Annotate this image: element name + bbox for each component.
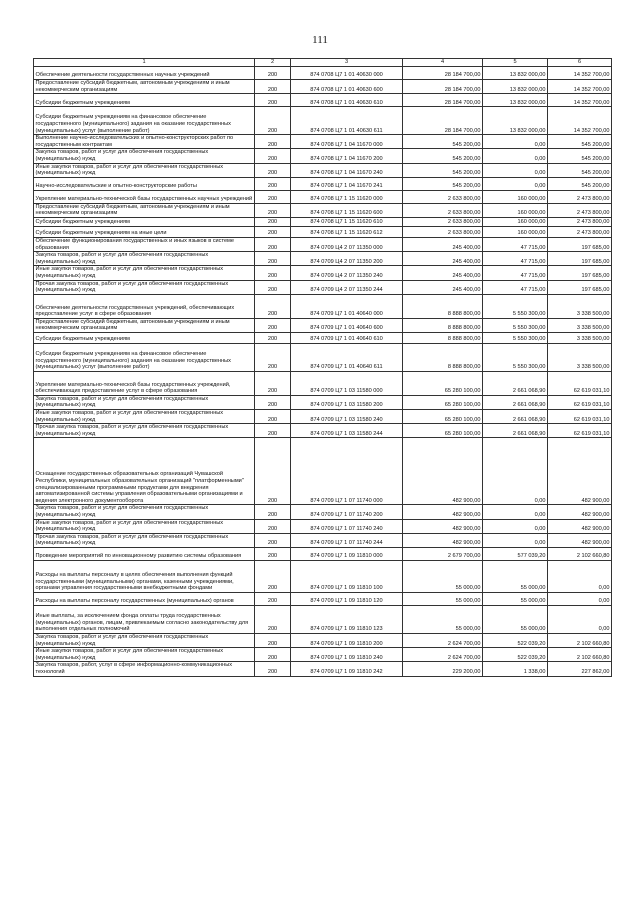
- row-value-1-cell: 2 633 800,00: [403, 190, 483, 203]
- row-value-2-cell: 2 661 068,90: [483, 424, 548, 438]
- row-code-cell: 200: [255, 343, 291, 371]
- row-kbk-cell: 874 0709 Ц7 1 07 11740 244: [291, 533, 403, 547]
- row-code-cell: 200: [255, 190, 291, 203]
- row-kbk-cell: 874 0708 Ц7 1 15 11620 612: [291, 226, 403, 237]
- row-value-2-cell: 5 550 300,00: [483, 294, 548, 318]
- row-value-2-cell: 47 715,00: [483, 237, 548, 251]
- row-value-3-cell: 482 900,00: [548, 505, 612, 519]
- row-value-3-cell: 3 338 500,00: [548, 294, 612, 318]
- row-value-1-cell: 2 624 700,00: [403, 634, 483, 648]
- row-code-cell: 200: [255, 606, 291, 634]
- row-value-1-cell: 55 000,00: [403, 593, 483, 606]
- table-row: [34, 135, 612, 149]
- row-kbk-cell: 874 0709 Ц7 1 09 11810 123: [291, 606, 403, 634]
- row-value-1-cell: 245 400,00: [403, 252, 483, 266]
- row-name-cell: Укрепление материально-технической базы государственных научных учреждений: [34, 190, 255, 203]
- row-code-cell: 200: [255, 67, 291, 80]
- row-value-3-cell: 0,00: [548, 561, 612, 593]
- row-name-cell: Иные выплаты, за исключением фонда оплаты труда государственных (муниципальных) органов, лицам, привлекаемым согласно законодательству для выполнения отдельных полномочий: [34, 606, 255, 634]
- table-row: [34, 519, 612, 533]
- row-code-cell: 200: [255, 438, 291, 505]
- row-value-1-cell: 245 400,00: [403, 266, 483, 280]
- header-row: [34, 59, 612, 67]
- row-name-cell: Иные закупки товаров, работ и услуг для обеспечения государственных (муниципальных) нужд: [34, 266, 255, 280]
- row-value-2-cell: 160 000,00: [483, 226, 548, 237]
- row-value-1-cell: 28 184 700,00: [403, 80, 483, 94]
- table-row: [34, 107, 612, 135]
- row-kbk-cell: 874 0709 Ц7 1 07 11740 000: [291, 438, 403, 505]
- row-value-2-cell: 522 039,20: [483, 648, 548, 662]
- row-name-cell: Закупка товаров, работ и услуг для обеспечения государственных (муниципальных) нужд: [34, 505, 255, 519]
- row-value-1-cell: 28 184 700,00: [403, 94, 483, 107]
- row-code-cell: 200: [255, 533, 291, 547]
- row-value-2-cell: 160 000,00: [483, 203, 548, 217]
- row-value-2-cell: 2 661 068,90: [483, 371, 548, 395]
- table-row: [34, 203, 612, 217]
- row-kbk-cell: 874 0708 Ц7 1 04 11670 241: [291, 177, 403, 190]
- row-value-3-cell: 62 619 031,10: [548, 371, 612, 395]
- row-code-cell: 200: [255, 94, 291, 107]
- header-cell: 3: [291, 59, 403, 67]
- row-name-cell: Прочая закупка товаров, работ и услуг для обеспечения государственных (муниципальных) нужд: [34, 280, 255, 294]
- row-value-2-cell: 2 661 068,90: [483, 395, 548, 409]
- row-kbk-cell: 874 0709 Ц4 2 07 11350 000: [291, 237, 403, 251]
- row-code-cell: 200: [255, 561, 291, 593]
- row-value-3-cell: 482 900,00: [548, 519, 612, 533]
- row-code-cell: 200: [255, 395, 291, 409]
- row-code-cell: 200: [255, 80, 291, 94]
- row-value-2-cell: 0,00: [483, 135, 548, 149]
- header-cell: 4: [403, 59, 483, 67]
- row-value-1-cell: 28 184 700,00: [403, 107, 483, 135]
- budget-table: [33, 58, 612, 677]
- header-cell: 1: [34, 59, 255, 67]
- table-row: [34, 237, 612, 251]
- row-code-cell: 200: [255, 163, 291, 177]
- table-row: [34, 226, 612, 237]
- row-value-1-cell: 245 400,00: [403, 280, 483, 294]
- row-value-3-cell: 197 685,00: [548, 280, 612, 294]
- row-value-2-cell: 0,00: [483, 149, 548, 163]
- row-value-1-cell: 8 888 800,00: [403, 318, 483, 332]
- row-name-cell: Закупка товаров, работ, услуг в сфере информационно-коммуникационных технологий: [34, 662, 255, 676]
- row-value-3-cell: 0,00: [548, 593, 612, 606]
- table-row: [34, 67, 612, 80]
- row-name-cell: Иные закупки товаров, работ и услуг для обеспечения государственных (муниципальных) нужд: [34, 410, 255, 424]
- table-row: [34, 424, 612, 438]
- table-row: [34, 190, 612, 203]
- table-row: [34, 266, 612, 280]
- header-cell: 2: [255, 59, 291, 67]
- row-name-cell: Иные закупки товаров, работ и услуг для обеспечения государственных (муниципальных) нужд: [34, 163, 255, 177]
- row-name-cell: Научно-исследовательские и опытно-конструкторские работы: [34, 177, 255, 190]
- row-value-3-cell: 14 352 700,00: [548, 94, 612, 107]
- row-value-1-cell: 482 900,00: [403, 533, 483, 547]
- row-value-1-cell: 545 200,00: [403, 163, 483, 177]
- row-code-cell: 200: [255, 226, 291, 237]
- table-row: [34, 94, 612, 107]
- row-code-cell: 200: [255, 294, 291, 318]
- row-name-cell: Обеспечение деятельности государственных научных учреждений: [34, 67, 255, 80]
- row-value-2-cell: 2 661 068,90: [483, 410, 548, 424]
- row-value-3-cell: 227 862,00: [548, 662, 612, 676]
- row-value-2-cell: 577 039,20: [483, 548, 548, 561]
- row-kbk-cell: 874 0709 Ц7 1 09 11810 100: [291, 561, 403, 593]
- row-value-2-cell: 5 550 300,00: [483, 343, 548, 371]
- row-kbk-cell: 874 0709 Ц7 1 03 11580 240: [291, 410, 403, 424]
- row-code-cell: 200: [255, 280, 291, 294]
- row-value-2-cell: 55 000,00: [483, 561, 548, 593]
- row-value-3-cell: 2 473 800,00: [548, 203, 612, 217]
- row-kbk-cell: 874 0709 Ц7 1 09 11810 000: [291, 548, 403, 561]
- row-kbk-cell: 874 0709 Ц7 1 09 11810 120: [291, 593, 403, 606]
- row-value-3-cell: 3 338 500,00: [548, 332, 612, 343]
- row-name-cell: Предоставление субсидий бюджетным, автономным учреждениям и иным некоммерческим организациям: [34, 80, 255, 94]
- page-number: 111: [312, 34, 328, 46]
- row-code-cell: 200: [255, 410, 291, 424]
- row-value-1-cell: 8 888 800,00: [403, 294, 483, 318]
- row-kbk-cell: 874 0709 Ц4 2 07 11350 200: [291, 252, 403, 266]
- table-row: [34, 634, 612, 648]
- row-kbk-cell: 874 0708 Ц7 1 15 11620 600: [291, 203, 403, 217]
- row-value-2-cell: 0,00: [483, 519, 548, 533]
- table-row: [34, 252, 612, 266]
- row-value-2-cell: 55 000,00: [483, 606, 548, 634]
- row-name-cell: Субсидии бюджетным учреждениям: [34, 332, 255, 343]
- table-row: [34, 149, 612, 163]
- table-row: [34, 177, 612, 190]
- row-value-3-cell: 3 338 500,00: [548, 318, 612, 332]
- row-value-3-cell: 62 619 031,10: [548, 395, 612, 409]
- table-row: [34, 371, 612, 395]
- row-name-cell: Субсидии бюджетным учреждениям: [34, 94, 255, 107]
- row-value-3-cell: 197 685,00: [548, 237, 612, 251]
- table-row: [34, 80, 612, 94]
- row-code-cell: 200: [255, 548, 291, 561]
- row-value-2-cell: 5 550 300,00: [483, 318, 548, 332]
- row-name-cell: Обеспечение деятельности государственных учреждений, обеспечивающих предоставление услуг в сфере образования: [34, 294, 255, 318]
- row-code-cell: 200: [255, 217, 291, 226]
- row-code-cell: 200: [255, 593, 291, 606]
- row-name-cell: Закупка товаров, работ и услуг для обеспечения государственных (муниципальных) нужд: [34, 634, 255, 648]
- row-code-cell: 200: [255, 505, 291, 519]
- row-value-2-cell: 47 715,00: [483, 266, 548, 280]
- row-kbk-cell: 874 0708 Ц7 1 15 11620 000: [291, 190, 403, 203]
- table-row: [34, 438, 612, 505]
- row-name-cell: Расходы на выплаты персоналу государственных (муниципальных) органов: [34, 593, 255, 606]
- row-code-cell: 200: [255, 266, 291, 280]
- table-row: [34, 410, 612, 424]
- row-code-cell: 200: [255, 424, 291, 438]
- row-value-2-cell: 522 039,20: [483, 634, 548, 648]
- row-value-2-cell: 47 715,00: [483, 252, 548, 266]
- row-kbk-cell: 874 0709 Ц7 1 03 11580 200: [291, 395, 403, 409]
- row-name-cell: Субсидии бюджетным учреждениям: [34, 217, 255, 226]
- row-name-cell: Закупка товаров, работ и услуг для обеспечения государственных (муниципальных) нужд: [34, 395, 255, 409]
- row-code-cell: 200: [255, 107, 291, 135]
- table-row: [34, 505, 612, 519]
- row-name-cell: Иные закупки товаров, работ и услуг для обеспечения государственных (муниципальных) нужд: [34, 519, 255, 533]
- row-code-cell: 200: [255, 149, 291, 163]
- row-code-cell: 200: [255, 177, 291, 190]
- row-code-cell: 200: [255, 648, 291, 662]
- header-cell: 5: [483, 59, 548, 67]
- row-name-cell: Субсидии бюджетным учреждениям на иные цели: [34, 226, 255, 237]
- row-name-cell: Иные закупки товаров, работ и услуг для обеспечения государственных (муниципальных) нужд: [34, 648, 255, 662]
- row-value-3-cell: 2 473 800,00: [548, 226, 612, 237]
- row-value-3-cell: 482 900,00: [548, 438, 612, 505]
- table-row: [34, 648, 612, 662]
- row-value-2-cell: 160 000,00: [483, 190, 548, 203]
- row-value-1-cell: 8 888 800,00: [403, 343, 483, 371]
- row-value-1-cell: 245 400,00: [403, 237, 483, 251]
- row-value-3-cell: 2 473 800,00: [548, 190, 612, 203]
- row-value-2-cell: 0,00: [483, 163, 548, 177]
- row-kbk-cell: 874 0709 Ц7 1 01 40640 000: [291, 294, 403, 318]
- row-kbk-cell: 874 0708 Ц7 1 04 11670 200: [291, 149, 403, 163]
- row-name-cell: Проведение мероприятий по инновационному развитию системы образования: [34, 548, 255, 561]
- table-row: [34, 280, 612, 294]
- row-value-1-cell: 2 633 800,00: [403, 226, 483, 237]
- row-value-1-cell: 8 888 800,00: [403, 332, 483, 343]
- table-row: [34, 318, 612, 332]
- row-value-1-cell: 28 184 700,00: [403, 67, 483, 80]
- row-value-1-cell: 229 200,00: [403, 662, 483, 676]
- row-kbk-cell: 874 0709 Ц4 2 07 11350 244: [291, 280, 403, 294]
- row-value-3-cell: 14 352 700,00: [548, 80, 612, 94]
- row-value-3-cell: 545 200,00: [548, 149, 612, 163]
- row-name-cell: Расходы на выплаты персоналу в целях обеспечения выполнения функций государственными (муниципальными) органами, казенными учреждениями, органами управления государственными внебюджетными фондами: [34, 561, 255, 593]
- row-value-2-cell: 13 832 000,00: [483, 67, 548, 80]
- table-row: [34, 395, 612, 409]
- row-value-1-cell: 545 200,00: [403, 149, 483, 163]
- row-kbk-cell: 874 0709 Ц7 1 01 40640 611: [291, 343, 403, 371]
- row-value-2-cell: 0,00: [483, 505, 548, 519]
- table-row: [34, 548, 612, 561]
- row-code-cell: 200: [255, 634, 291, 648]
- row-value-2-cell: 55 000,00: [483, 593, 548, 606]
- row-value-1-cell: 65 280 100,00: [403, 410, 483, 424]
- row-value-1-cell: 545 200,00: [403, 177, 483, 190]
- row-value-1-cell: 2 633 800,00: [403, 203, 483, 217]
- row-value-3-cell: 62 619 031,10: [548, 410, 612, 424]
- row-name-cell: Прочая закупка товаров, работ и услуг для обеспечения государственных (муниципальных) нужд: [34, 424, 255, 438]
- row-value-2-cell: 1 338,00: [483, 662, 548, 676]
- table-row: [34, 332, 612, 343]
- row-value-3-cell: 197 685,00: [548, 252, 612, 266]
- row-name-cell: Предоставление субсидий бюджетным, автономным учреждениям и иным некоммерческим организациям: [34, 203, 255, 217]
- row-value-2-cell: 5 550 300,00: [483, 332, 548, 343]
- row-name-cell: Укрепление материально-технической базы государственных учреждений, обеспечивающих предоставление услуг в сфере образования: [34, 371, 255, 395]
- row-code-cell: 200: [255, 662, 291, 676]
- row-name-cell: Субсидии бюджетным учреждениям на финансовое обеспечение государственного (муниципального) задания на оказание государственных (муниципальных) услуг (выполнение работ): [34, 343, 255, 371]
- row-value-2-cell: 160 000,00: [483, 217, 548, 226]
- row-value-1-cell: 2 633 800,00: [403, 217, 483, 226]
- row-kbk-cell: 874 0709 Ц7 1 07 11740 200: [291, 505, 403, 519]
- table-row: [34, 593, 612, 606]
- row-code-cell: 200: [255, 519, 291, 533]
- row-value-2-cell: 13 832 000,00: [483, 80, 548, 94]
- row-kbk-cell: 874 0709 Ц7 1 07 11740 240: [291, 519, 403, 533]
- table-row: [34, 606, 612, 634]
- row-value-3-cell: 3 338 500,00: [548, 343, 612, 371]
- header-cell: 6: [548, 59, 612, 67]
- row-name-cell: Прочая закупка товаров, работ и услуг для обеспечения государственных (муниципальных) нужд: [34, 533, 255, 547]
- row-name-cell: Субсидии бюджетным учреждениям на финансовое обеспечение государственного (муниципального) задания на оказание государственных (муниципальных) услуг (выполнение работ): [34, 107, 255, 135]
- row-name-cell: Оснащение государственных образовательных организаций Чувашской Республики, муниципальных образовательных организаций "платформенными" специализированными программными продуктами для внедрения автоматизированной системы управления образовательными организациями и ведения электронного документооборота: [34, 438, 255, 505]
- row-code-cell: 200: [255, 318, 291, 332]
- row-kbk-cell: 874 0708 Ц7 1 01 40630 600: [291, 80, 403, 94]
- row-value-2-cell: 47 715,00: [483, 280, 548, 294]
- row-name-cell: Предоставление субсидий бюджетным, автономным учреждениям и иным некоммерческим организациям: [34, 318, 255, 332]
- row-kbk-cell: 874 0709 Ц7 1 01 40640 610: [291, 332, 403, 343]
- row-code-cell: 200: [255, 252, 291, 266]
- row-kbk-cell: 874 0708 Ц7 1 01 40630 611: [291, 107, 403, 135]
- row-value-1-cell: 55 000,00: [403, 561, 483, 593]
- row-value-3-cell: 0,00: [548, 606, 612, 634]
- table-row: [34, 217, 612, 226]
- row-value-3-cell: 2 102 660,80: [548, 634, 612, 648]
- table-row: [34, 662, 612, 676]
- row-value-3-cell: 62 619 031,10: [548, 424, 612, 438]
- row-value-1-cell: 55 000,00: [403, 606, 483, 634]
- row-code-cell: 200: [255, 332, 291, 343]
- table-body: [34, 59, 612, 677]
- row-value-3-cell: 14 352 700,00: [548, 67, 612, 80]
- row-kbk-cell: 874 0708 Ц7 1 15 11620 610: [291, 217, 403, 226]
- row-value-3-cell: 2 102 660,80: [548, 548, 612, 561]
- row-kbk-cell: 874 0708 Ц7 1 04 11670 000: [291, 135, 403, 149]
- row-value-1-cell: 482 900,00: [403, 438, 483, 505]
- row-value-1-cell: 2 624 700,00: [403, 648, 483, 662]
- row-code-cell: 200: [255, 203, 291, 217]
- row-value-3-cell: 14 352 700,00: [548, 107, 612, 135]
- row-value-2-cell: 13 832 000,00: [483, 94, 548, 107]
- row-kbk-cell: 874 0709 Ц7 1 03 11580 000: [291, 371, 403, 395]
- row-kbk-cell: 874 0708 Ц7 1 04 11670 240: [291, 163, 403, 177]
- row-kbk-cell: 874 0709 Ц7 1 01 40640 600: [291, 318, 403, 332]
- row-value-1-cell: 65 280 100,00: [403, 424, 483, 438]
- row-name-cell: Закупка товаров, работ и услуг для обеспечения государственных (муниципальных) нужд: [34, 149, 255, 163]
- row-value-1-cell: 65 280 100,00: [403, 371, 483, 395]
- row-name-cell: Обеспечение функционирования государственных и иных языков в системе образования: [34, 237, 255, 251]
- table-row: [34, 163, 612, 177]
- row-value-2-cell: 0,00: [483, 177, 548, 190]
- row-value-3-cell: 482 900,00: [548, 533, 612, 547]
- row-kbk-cell: 874 0709 Ц7 1 09 11810 240: [291, 648, 403, 662]
- row-code-cell: 200: [255, 237, 291, 251]
- table-row: [34, 533, 612, 547]
- row-code-cell: 200: [255, 135, 291, 149]
- row-value-1-cell: 482 900,00: [403, 519, 483, 533]
- row-value-3-cell: 2 473 800,00: [548, 217, 612, 226]
- row-name-cell: Закупка товаров, работ и услуг для обеспечения государственных (муниципальных) нужд: [34, 252, 255, 266]
- row-kbk-cell: 874 0709 Ц7 1 09 11810 200: [291, 634, 403, 648]
- row-value-3-cell: 545 200,00: [548, 135, 612, 149]
- row-value-3-cell: 197 685,00: [548, 266, 612, 280]
- row-value-2-cell: 0,00: [483, 438, 548, 505]
- row-value-3-cell: 545 200,00: [548, 163, 612, 177]
- row-value-1-cell: 545 200,00: [403, 135, 483, 149]
- row-name-cell: Выполнение научно-исследовательских и опытно-конструкторских работ по государственным контрактам: [34, 135, 255, 149]
- row-value-1-cell: 65 280 100,00: [403, 395, 483, 409]
- row-value-1-cell: 2 679 700,00: [403, 548, 483, 561]
- row-kbk-cell: 874 0708 Ц7 1 01 40630 610: [291, 94, 403, 107]
- row-kbk-cell: 874 0708 Ц7 1 01 40630 000: [291, 67, 403, 80]
- row-value-3-cell: 2 102 660,80: [548, 648, 612, 662]
- row-kbk-cell: 874 0709 Ц4 2 07 11350 240: [291, 266, 403, 280]
- table-row: [34, 561, 612, 593]
- row-code-cell: 200: [255, 371, 291, 395]
- row-value-2-cell: 0,00: [483, 533, 548, 547]
- row-value-2-cell: 13 832 000,00: [483, 107, 548, 135]
- table-row: [34, 343, 612, 371]
- row-value-1-cell: 482 900,00: [403, 505, 483, 519]
- table-row: [34, 294, 612, 318]
- row-value-3-cell: 545 200,00: [548, 177, 612, 190]
- row-kbk-cell: 874 0709 Ц7 1 09 11810 242: [291, 662, 403, 676]
- row-kbk-cell: 874 0709 Ц7 1 03 11580 244: [291, 424, 403, 438]
